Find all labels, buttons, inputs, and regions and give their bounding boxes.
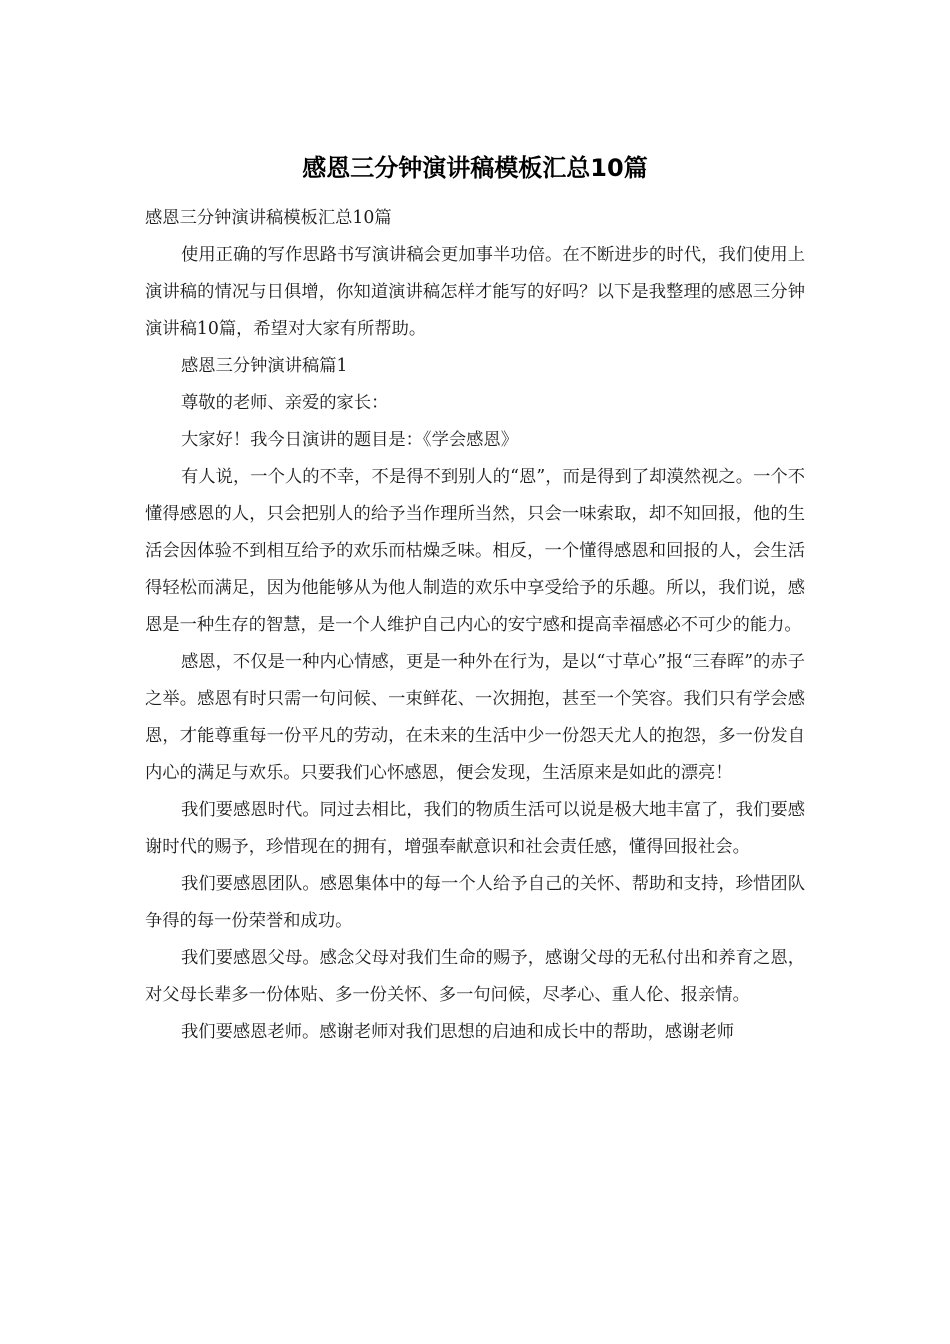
- document-title: 感恩三分钟演讲稿模板汇总10篇: [302, 154, 648, 182]
- body-paragraph: 使用正确的写作思路书写演讲稿会更加事半功倍。在不断进步的时代，我们使用上演讲稿的情况与日俱增，你知道演讲稿怎样才能写的好吗？以下是我整理的感恩三分钟演讲稿10篇，希望对大家有所帮助。: [145, 245, 805, 339]
- body-paragraph: 有人说，一个人的不幸，不是得不到别人的“恩”，而是得到了却漠然视之。一个不懂得感恩的人，只会把别人的给予当作理所当然，只会一味索取，却不知回报，他的生活会因体验不到相互给予的欢乐而枯燥乏味。相反，一个懂得感恩和回报的人，会生活得轻松而满足，因为他能够从为他人制造的欢乐中享受给予的乐趣。所以，我们说，感恩是一种生存的智慧，是一个人维护自己内心的安宁感和提高幸福感必不可少的能力。: [145, 467, 805, 635]
- body-paragraph: 尊敬的老师、亲爱的家长：: [181, 393, 389, 413]
- body-paragraph: 感恩，不仅是一种内心情感，更是一种外在行为，是以“寸草心”报“三春晖”的赤子之举。感恩有时只需一句问候、一束鲜花、一次拥抱，甚至一个笑容。我们只有学会感恩，才能尊重每一份平凡的劳动，在未来的生活中少一份怨天尤人的抱怨，多一份发自内心的满足与欢乐。只要我们心怀感恩，便会发现，生活原来是如此的漂亮！: [145, 652, 805, 783]
- body-paragraph: 大家好！我今日演讲的题目是：《学会感恩》: [181, 430, 518, 450]
- body-paragraph: 我们要感恩父母。感念父母对我们生命的赐予，感谢父母的无私付出和养育之恩，对父母长辈多一份体贴、多一份关怀、多一句问候，尽孝心、重人伦、报亲情。: [145, 948, 805, 1005]
- document-subtitle: 感恩三分钟演讲稿模板汇总10篇: [145, 208, 392, 228]
- body-paragraph: 我们要感恩老师。感谢老师对我们思想的启迪和成长中的帮助，感谢老师: [181, 1022, 735, 1042]
- body-paragraph: 我们要感恩团队。感恩集体中的每一个人给予自己的关怀、帮助和支持，珍惜团队争得的每一份荣誉和成功。: [145, 874, 805, 931]
- body-paragraph: 我们要感恩时代。同过去相比，我们的物质生活可以说是极大地丰富了，我们要感谢时代的赐予，珍惜现在的拥有，增强奉献意识和社会责任感，懂得回报社会。: [145, 800, 805, 857]
- document-body: [145, 200, 805, 1051]
- body-paragraph: 感恩三分钟演讲稿篇1: [181, 356, 348, 376]
